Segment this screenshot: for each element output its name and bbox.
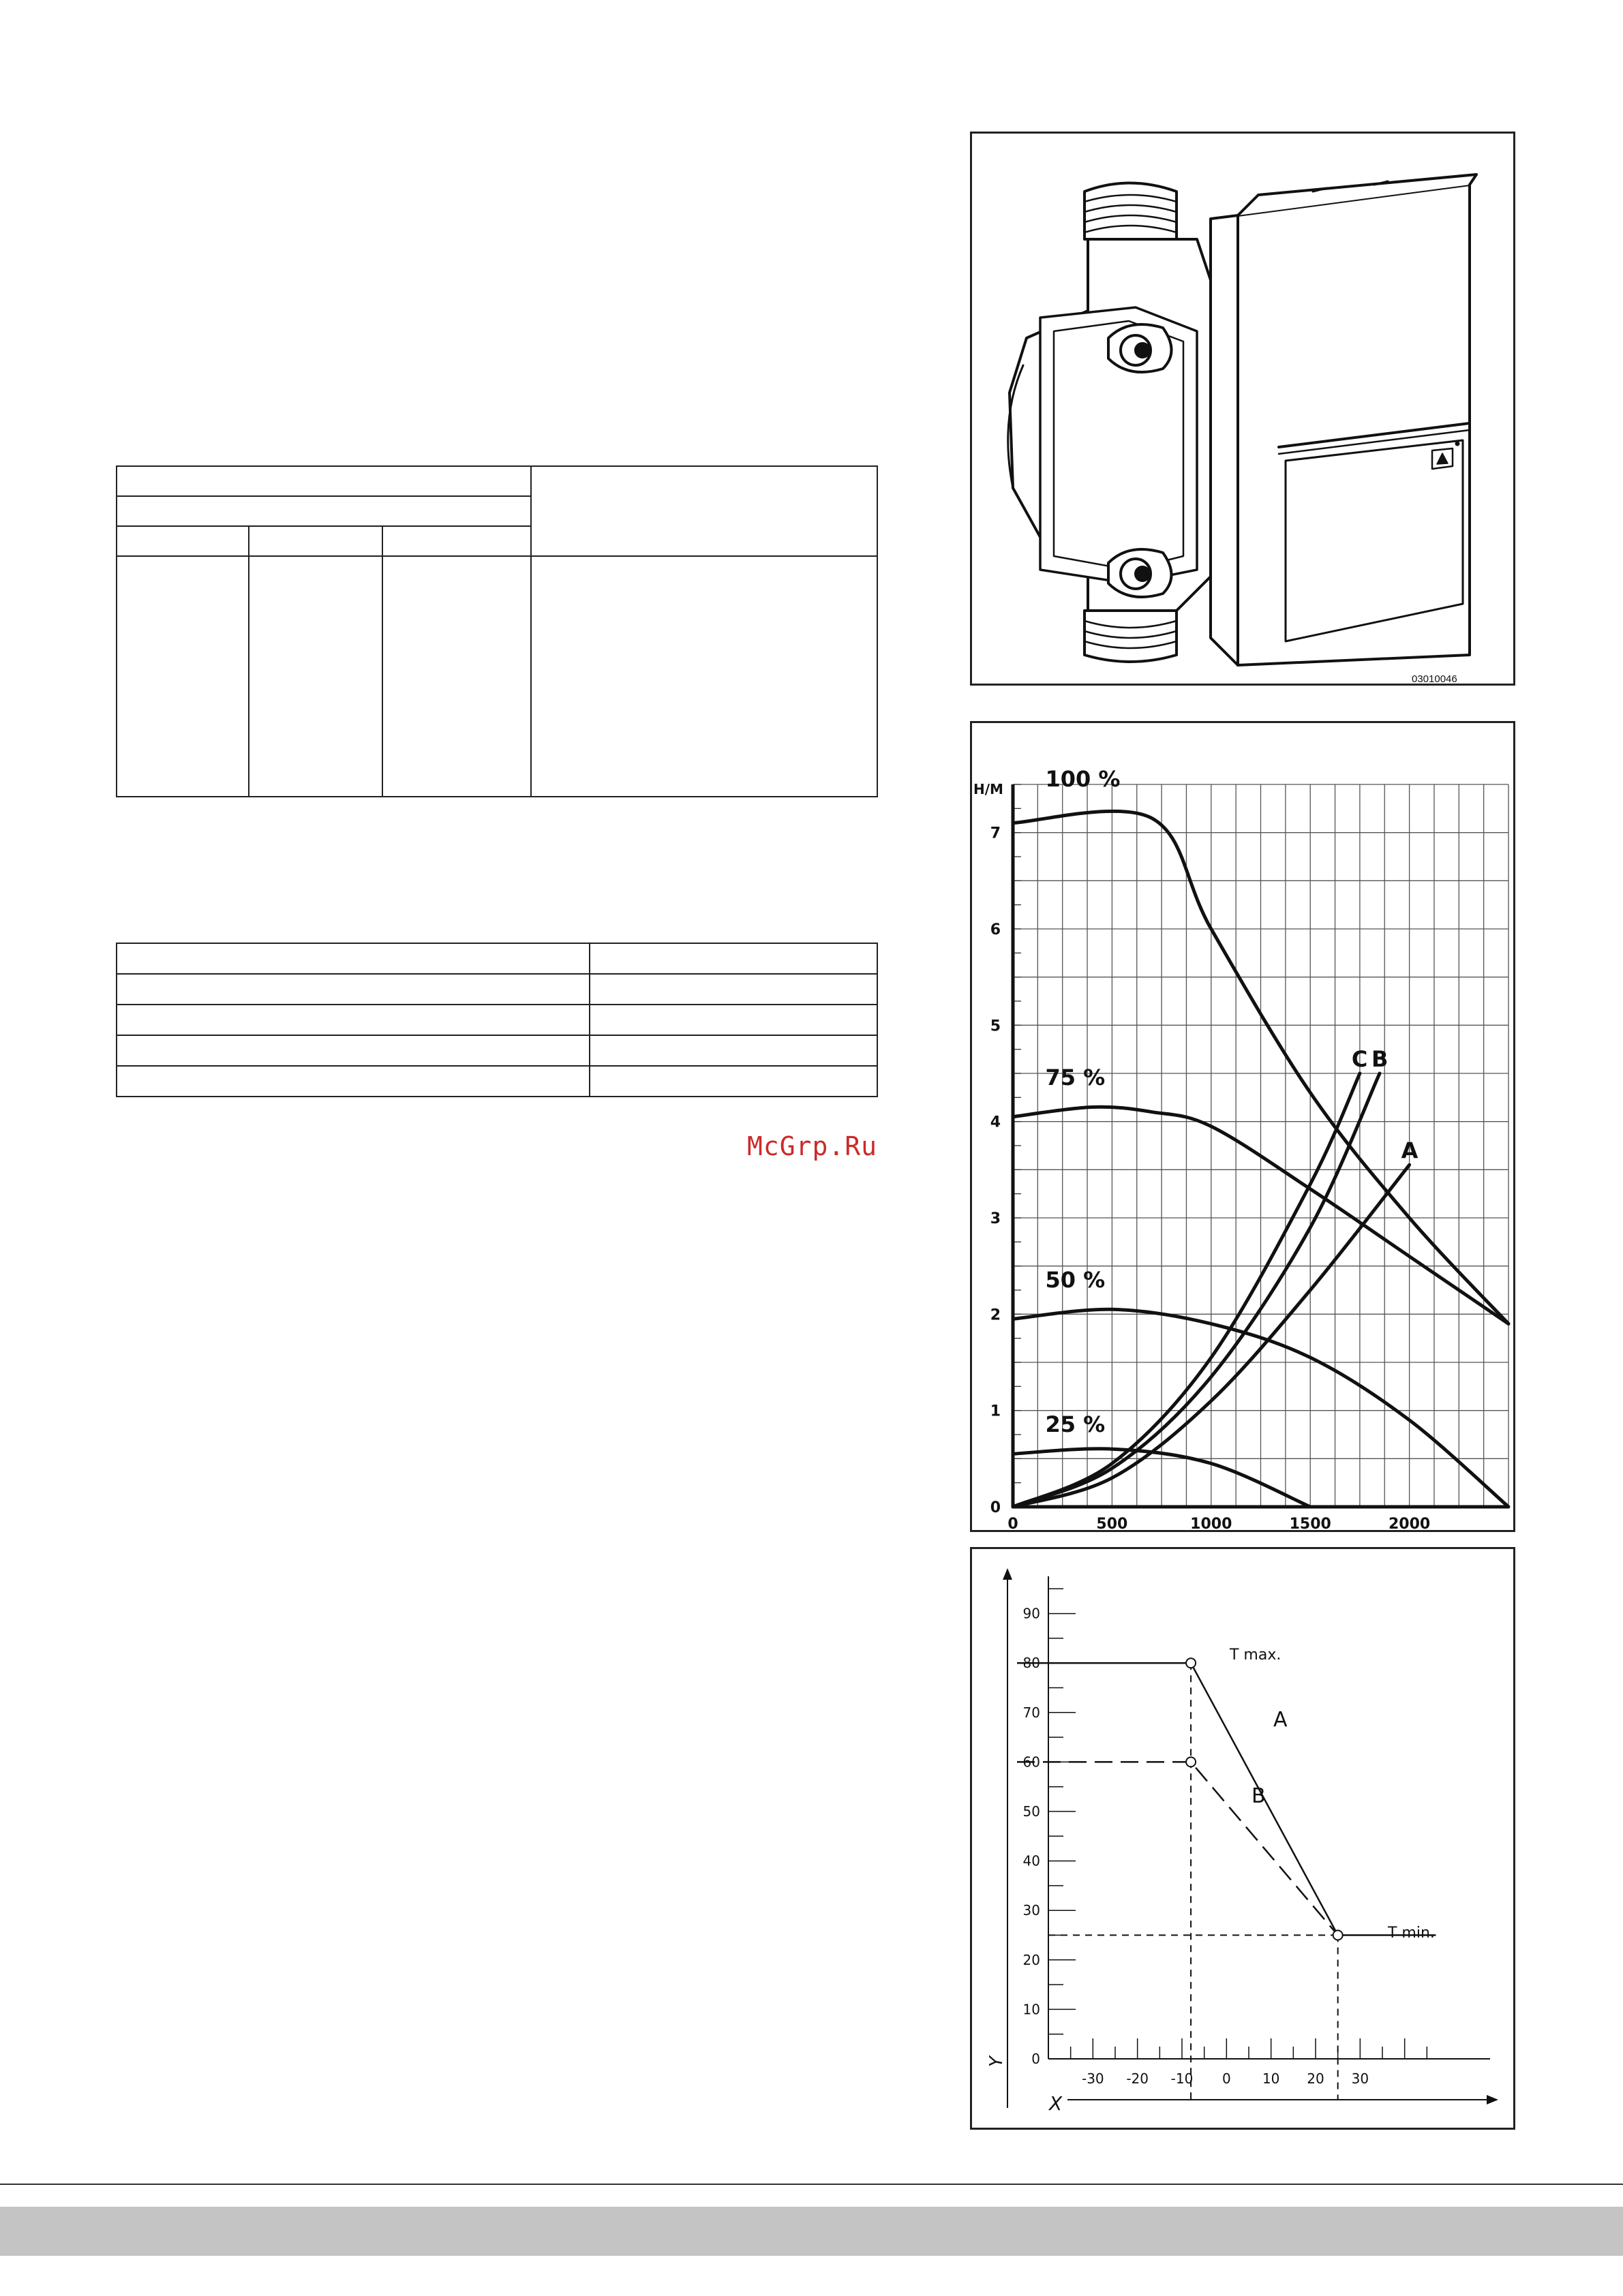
curve-a <box>1017 1663 1436 1935</box>
pump-figure <box>970 132 1515 686</box>
y-axis-label: Y <box>986 2056 1007 2067</box>
x-tick-label: -20 <box>1126 2070 1149 2087</box>
y-tick-label: 0 <box>1031 2051 1040 2067</box>
y-tick-label: 70 <box>1022 1704 1040 1721</box>
y-axis-arrow-icon <box>1003 1568 1012 1580</box>
y-axis-unit: H/M <box>973 781 1003 797</box>
series-label: A <box>1273 1708 1288 1732</box>
table-2-cell <box>117 974 590 1005</box>
spec-table-1 <box>116 465 878 797</box>
pump-curve-svg <box>972 723 1513 1530</box>
table-2-cell <box>590 1066 877 1097</box>
series-label: 50 % <box>1045 1267 1106 1293</box>
table-1-header-right <box>531 466 877 556</box>
footer-band <box>0 2207 1623 2256</box>
table-2-cell <box>590 974 877 1005</box>
series-label: B <box>1252 1784 1266 1808</box>
table-1-body-cell <box>249 556 383 797</box>
table-2-cell <box>590 1005 877 1035</box>
x-tick-label: 0 <box>1222 2070 1231 2087</box>
y-tick-label: 10 <box>1022 2001 1040 2018</box>
table-1-col-3-head <box>382 526 530 556</box>
table-2-cell <box>590 943 877 974</box>
x-axis-arrow-icon <box>1487 2095 1498 2104</box>
y-tick-label: 1 <box>990 1403 1001 1420</box>
x-tick-label: 30 <box>1351 2070 1369 2087</box>
y-tick-label: 3 <box>990 1210 1001 1227</box>
series-label: B <box>1371 1046 1389 1072</box>
table-1-body-cell <box>531 556 877 797</box>
table-2-cell <box>117 1005 590 1035</box>
y-tick-label: 6 <box>990 921 1001 938</box>
spec-table-2 <box>116 943 878 1097</box>
watermark: McGrp.Ru <box>747 1131 878 1161</box>
table-1-body-cell <box>117 556 249 797</box>
table-2-cell <box>117 943 590 974</box>
pump-illustration <box>972 134 1513 684</box>
footer-rule <box>0 2184 1623 2185</box>
table-2-cell <box>117 1035 590 1066</box>
y-tick-label: 4 <box>990 1114 1001 1131</box>
curve-point-marker <box>1333 1931 1343 1940</box>
x-tick-label: 10 <box>1262 2070 1280 2087</box>
series-label: C <box>1351 1046 1368 1072</box>
series-label: A <box>1401 1137 1419 1164</box>
y-tick-label: 80 <box>1022 1655 1040 1672</box>
heating-curve-chart <box>970 1547 1515 2130</box>
series-label: 75 % <box>1045 1065 1106 1091</box>
table-2-cell <box>117 1066 590 1097</box>
y-tick-label: 30 <box>1022 1902 1040 1919</box>
y-tick-label: 5 <box>990 1017 1001 1035</box>
curve-point-marker <box>1186 1658 1196 1668</box>
y-tick-label: 2 <box>990 1306 1001 1324</box>
x-axis-label: X <box>1049 2092 1063 2115</box>
x-tick-label: 1000 <box>1190 1516 1232 1530</box>
y-tick-label: 7 <box>990 825 1001 842</box>
x-tick-label: 1500 <box>1289 1516 1331 1530</box>
x-tick-label: 20 <box>1307 2070 1324 2087</box>
t-min-label: T min. <box>1388 1925 1435 1942</box>
table-1-body-cell <box>382 556 530 797</box>
x-tick-label: -10 <box>1170 2070 1194 2087</box>
x-tick-label: 2000 <box>1388 1516 1431 1530</box>
y-tick-label: 0 <box>990 1499 1001 1516</box>
y-tick-label: 50 <box>1022 1803 1040 1820</box>
x-tick-label: 0 <box>1007 1516 1018 1530</box>
series-label: 100 % <box>1045 766 1121 793</box>
x-tick-label: 500 <box>1096 1516 1128 1530</box>
figure-code: 03010046 <box>1412 673 1457 685</box>
x-tick-label: -30 <box>1081 2070 1104 2087</box>
y-tick-label: 90 <box>1022 1605 1040 1622</box>
heating-curve-svg <box>972 1549 1513 2128</box>
y-tick-label: 60 <box>1022 1754 1040 1771</box>
table-1-header-row-2 <box>117 496 531 526</box>
table-2-cell <box>590 1035 877 1066</box>
curve-point-marker <box>1186 1757 1196 1766</box>
curve-b <box>1017 1762 1338 1935</box>
t-max-label: T max. <box>1230 1647 1281 1664</box>
series-label: 25 % <box>1045 1411 1106 1437</box>
y-tick-label: 40 <box>1022 1852 1040 1869</box>
table-1-col-2-head <box>249 526 383 556</box>
pump-curve-chart <box>970 721 1515 1532</box>
y-tick-label: 20 <box>1022 1951 1040 1968</box>
table-1-col-1-head <box>117 526 249 556</box>
table-1-header-row-1 <box>117 466 531 496</box>
